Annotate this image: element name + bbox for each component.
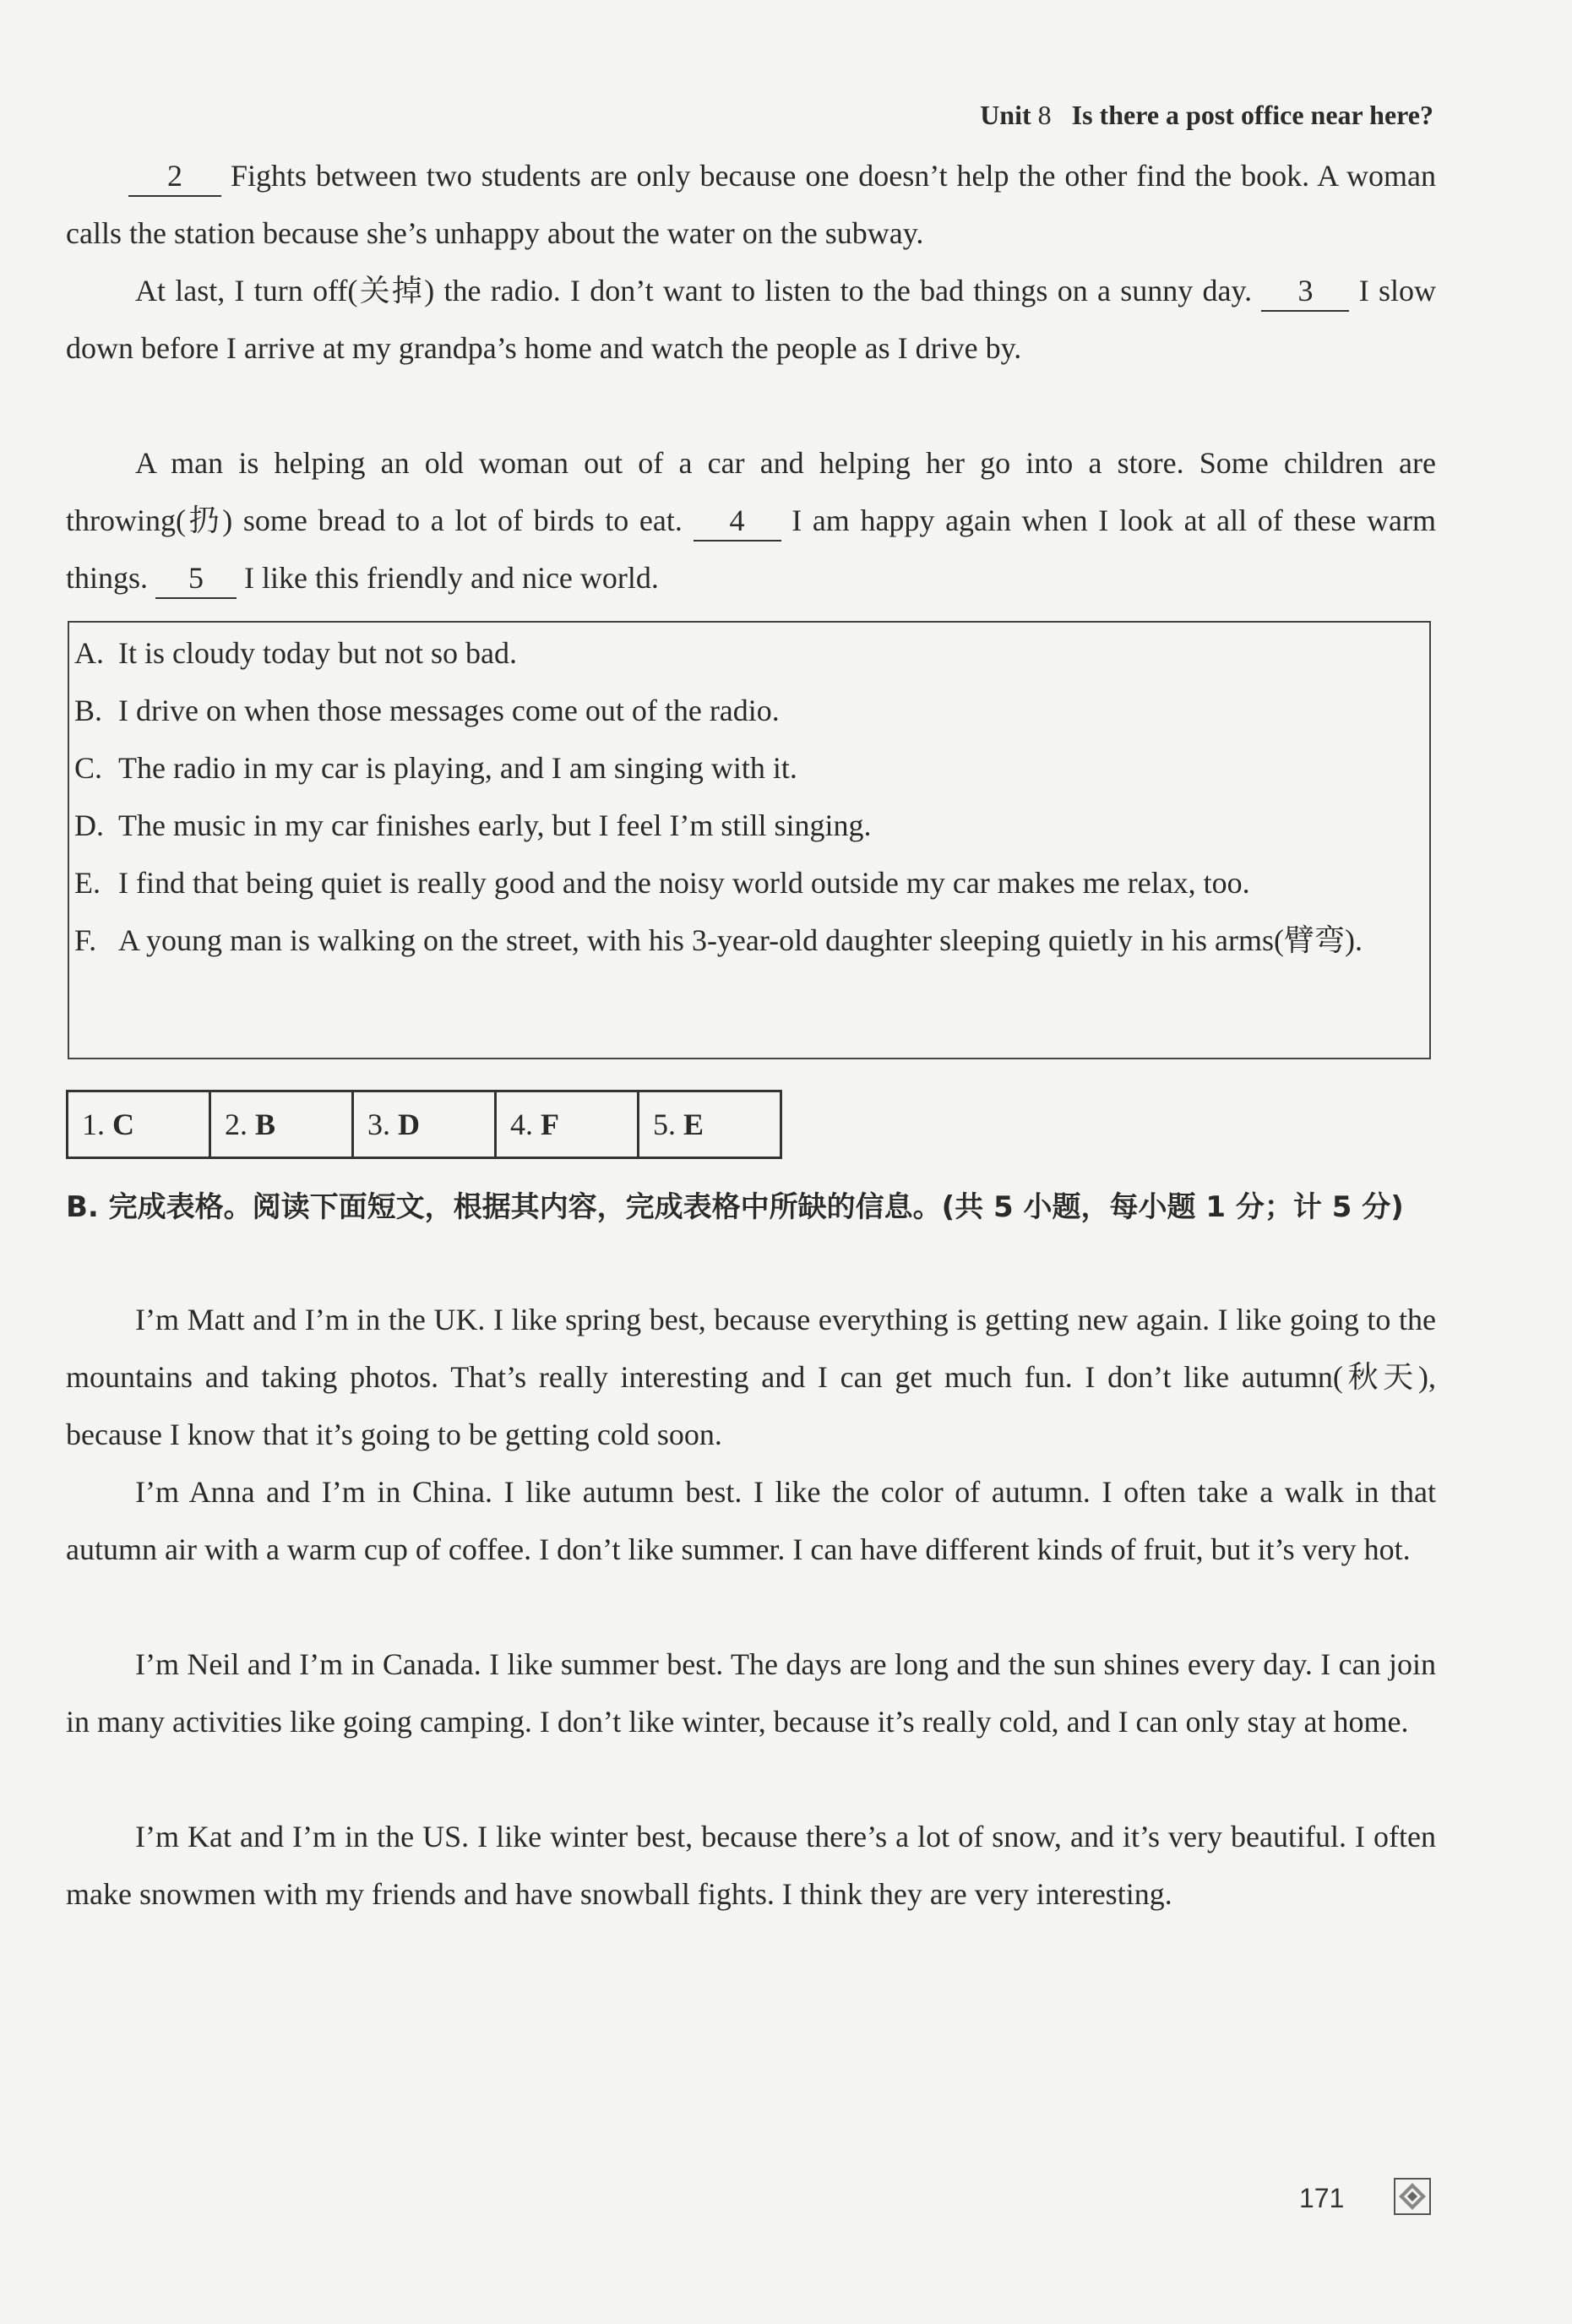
answer-table — [66, 1090, 782, 1159]
passage-a-paragraph-1 — [66, 147, 1436, 262]
option-letter: C. — [74, 751, 103, 785]
answer-cell: 4. F — [496, 1091, 639, 1158]
paragraph-text: At last, I turn off(关掉) the radio. I don’t want to listen to the bad things on a sunny day. — [135, 274, 1253, 308]
passage-b-paragraph-2: I’m Anna and I’m in China. I like autumn best. I like the color of autumn. I often take a walk in that autumn air with a warm cup of coffee. I don’t like summer. I can have different kinds of fruit, but it’s very hot. — [66, 1475, 1436, 1566]
page-number: 171 — [1299, 2183, 1345, 2213]
option-d — [74, 797, 1429, 854]
option-b — [74, 682, 1429, 739]
paragraph-text: Fights between two students are only because one doesn’t help the other find the book. A woman calls the station because she’s unhappy about the water on the subway. — [66, 159, 1436, 250]
option-e — [74, 854, 1429, 912]
unit-number: 8 — [1037, 100, 1052, 130]
options-box — [68, 621, 1431, 1059]
answer-blank-4: 4 — [694, 501, 781, 542]
answer-blank-2: 2 — [128, 156, 221, 197]
unit-label: Unit — [980, 100, 1031, 130]
option-text: The music in my car finishes early, but I feel I’m still singing. — [118, 808, 872, 842]
passage-b-paragraph-3: I’m Neil and I’m in Canada. I like summer best. The days are long and the sun shines every day. I can join in many activities like going camping. I don’t like winter, because it’s really cold, and I can only stay at home. — [66, 1647, 1436, 1739]
option-a — [74, 624, 1429, 682]
option-letter: B. — [74, 694, 103, 727]
answer-letter: E — [683, 1108, 704, 1141]
answer-letter: B — [255, 1108, 276, 1141]
answer-blank-5: 5 — [155, 558, 237, 599]
option-text: It is cloudy today but not so bad. — [118, 636, 517, 670]
option-letter: D. — [74, 808, 104, 842]
answer-cell: 3. D — [353, 1091, 496, 1158]
option-letter: F. — [74, 923, 97, 957]
passage-b-paragraph-4: I’m Kat and I’m in the US. I like winter best, because there’s a lot of snow, and it’s very beautiful. I often make snowmen with my friends and have snowball fights. I think they are very interesting. — [66, 1820, 1436, 1911]
diamond-emblem-icon — [1394, 2178, 1431, 2215]
paragraph-text: I like this friendly and nice world. — [244, 561, 659, 595]
option-text: I drive on when those messages come out of the radio. — [118, 694, 780, 727]
answer-letter: C — [112, 1108, 134, 1141]
option-c — [74, 739, 1429, 797]
paragraph-text: I slow down before I arrive at my grandpa’s home and watch the people as I drive by. — [66, 274, 1437, 365]
section-b-title: B. 完成表格。阅读下面短文，根据其内容，完成表格中所缺的信息。(共 5 小题，每小题 1 分；计 5 分) — [66, 1190, 1404, 1224]
option-f — [74, 912, 1429, 969]
option-letter: E. — [74, 866, 101, 900]
passage-a-paragraph-3 — [66, 434, 1436, 607]
answer-blank-3: 3 — [1261, 271, 1349, 312]
running-header — [980, 100, 1433, 131]
option-letter: A. — [74, 636, 104, 670]
paragraph-text: A man is helping an old woman out of a car and helping her go into a store. Some children are throwing(扔) some bread to a lot of birds to eat. — [66, 446, 1436, 537]
answer-letter: D — [398, 1108, 420, 1141]
unit-title: Is there a post office near here? — [1071, 100, 1433, 130]
option-text: I find that being quiet is really good and the noisy world outside my car makes me relax, too. — [118, 866, 1250, 900]
answer-cell: 5. E — [639, 1091, 781, 1158]
option-text: The radio in my car is playing, and I am singing with it. — [118, 751, 797, 785]
paragraph-text: I am happy again when I look at all of these warm things. — [66, 503, 1437, 595]
answer-cell: 2. B — [210, 1091, 353, 1158]
option-text: A young man is walking on the street, with his 3-year-old daughter sleeping quietly in his arms(臂弯). — [118, 923, 1363, 957]
table-row — [68, 1091, 781, 1158]
answer-cell: 1. C — [68, 1091, 210, 1158]
passage-a-paragraph-2 — [66, 262, 1436, 377]
passage-b-paragraph-1: I’m Matt and I’m in the UK. I like spring best, because everything is getting new again. I like going to the mountains and taking photos. That’s really interesting and I can get much fun. I don’t like autumn(秋天), because I know that it’s going to be getting cold soon. — [66, 1303, 1436, 1451]
answer-letter: F — [541, 1108, 559, 1141]
